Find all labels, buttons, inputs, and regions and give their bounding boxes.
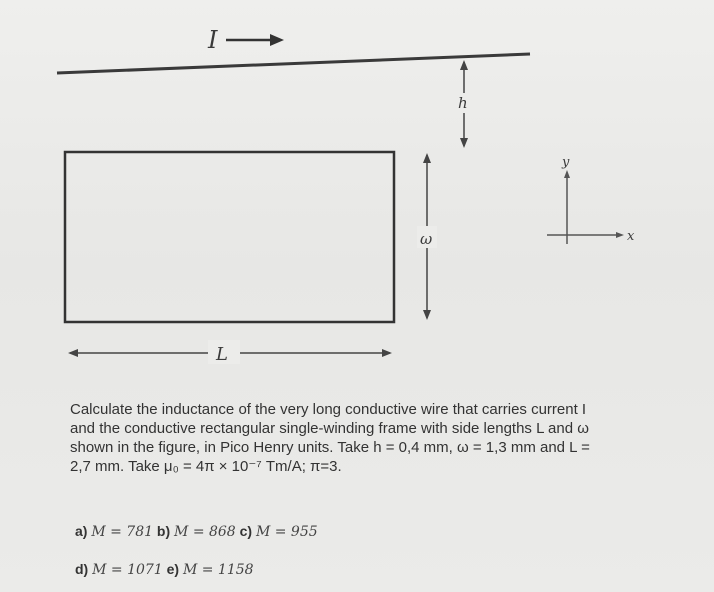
question-text [70, 400, 670, 476]
w-arrow-top [423, 153, 431, 163]
w-label: ω [420, 230, 433, 248]
option-d-value: M = 1071 [92, 562, 163, 578]
option-c-value: M = 955 [255, 524, 318, 540]
question-line: shown in the figure, in Pico Henry units. Take h = 0,4 mm, ω = 1,3 mm and L = [70, 439, 590, 456]
answer-row-2 [75, 561, 254, 578]
answer-row-1 [75, 523, 318, 540]
option-a-value: M = 781 [91, 524, 154, 540]
y-axis-arrow [564, 170, 570, 178]
option-c-label: c) [239, 523, 253, 539]
x-axis-label: x [627, 229, 635, 244]
h-arrow-bottom [460, 138, 468, 148]
w-arrow-bottom [423, 310, 431, 320]
x-axis-arrow [616, 232, 624, 238]
option-e-label: e) [166, 561, 180, 577]
L-label: L [216, 344, 228, 365]
L-arrow-right [382, 349, 392, 357]
h-label: h [458, 94, 468, 112]
rectangular-frame [65, 152, 394, 322]
option-b-value: M = 868 [174, 524, 236, 540]
option-d-label: d) [75, 561, 89, 577]
current-arrow-head [270, 34, 284, 46]
current-label: I [208, 26, 218, 54]
question-line: Calculate the inductance of the very long conductive wire that carries current I [70, 401, 587, 418]
option-b-label: b) [156, 523, 171, 539]
y-axis-label: y [562, 155, 570, 170]
L-arrow-left [68, 349, 78, 357]
question-line: 2,7 mm. Take μ₀ = 4π × 10⁻⁷ Tm/A; π=3. [70, 458, 342, 475]
option-a-label: a) [75, 523, 88, 539]
h-arrow-top [460, 60, 468, 70]
wire [57, 54, 530, 73]
question-line: and the conductive rectangular single-winding frame with side lengths L and ω [70, 420, 589, 437]
option-e-value: M = 1158 [182, 562, 254, 578]
